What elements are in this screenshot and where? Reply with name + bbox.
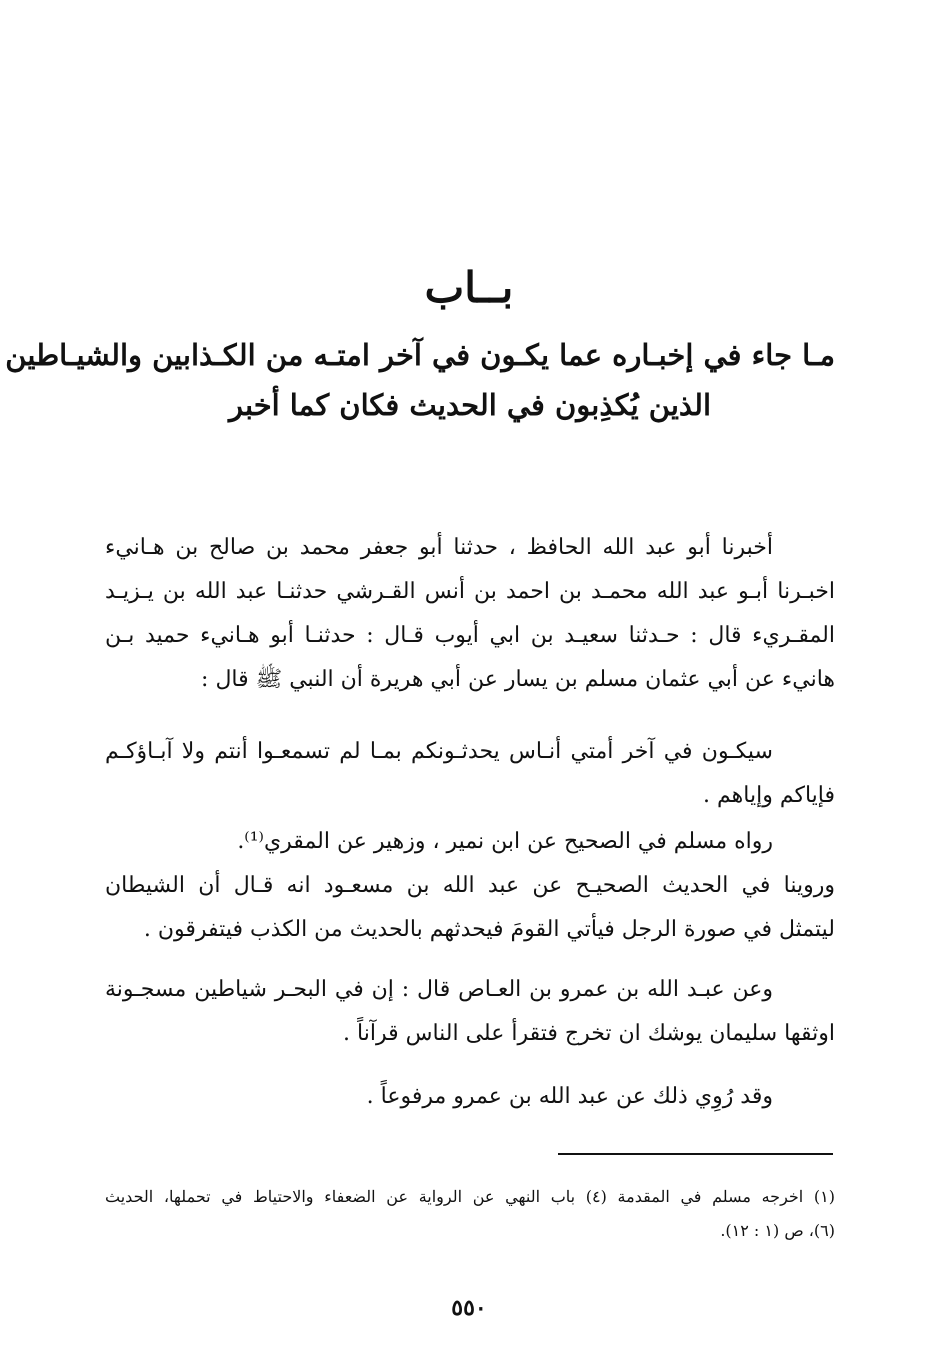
text-line: هانيء عن أبي عثمان مسلم بن يسار عن أبي هريرة أن النبي ﷺ قال : (201, 667, 835, 692)
text-line: سيكـون في آخر أمتي أنـاس يحدثـونكم بمـا لم تسمعـوا أنتم ولا آبـاؤكـم (105, 739, 773, 764)
chapter-label: بــاب (424, 263, 514, 312)
footnote-divider (558, 1153, 833, 1155)
paragraph-hadith (105, 730, 835, 818)
footnotes (105, 1180, 835, 1248)
footnote-line: (١) اخرجه مسلم في المقدمة (٤) باب النهي عن الرواية عن الضعفاء والاحتياط في تحملها، الحديث (105, 1187, 836, 1206)
text-line: المقـريء قال : حـدثنا سعيـد بن ابي أيوب قـال : حدثنـا أبو هـانيء حميد بـن (105, 623, 835, 648)
text-line: وقد رُوِي ذلك عن عبد الله بن عمرو مرفوعاً . (366, 1084, 773, 1109)
footnote-line: (٦)، ص (١ : ١٢). (720, 1221, 835, 1240)
page-number: ٥٥٠ (451, 1295, 487, 1321)
text-line: أخبرنا أبو عبد الله الحافظ ، حدثنا أبو جعفر محمد بن صالح بن هـانيء (105, 535, 773, 560)
text-line: وروينا في الحديث الصحيـح عن عبد الله بن مسعـود انه قـال أن الشيطان (105, 873, 835, 898)
text-line: ليتمثل في صورة الرجل فيأتي القومَ فيحدثهم بالحديث من الكذب فيتفرقون . (143, 917, 835, 942)
chapter-title-line: الذين يُكذِبون في الحديث فكان كما أخبر (228, 388, 712, 422)
text-line: اوثقها سليمان يوشك ان تخرج فتقرأ على الناس قرآناً . (343, 1021, 835, 1046)
paragraph-amr (105, 968, 835, 1056)
text-line: اخبـرنا أبـو عبد الله محمـد بن احمد بن أنس القـرشي حدثنـا عبد الله بن يـزيـد (105, 579, 835, 604)
chapter-title (5, 330, 835, 430)
text-line: فإياكم وإياهم . (703, 783, 835, 808)
paragraph-narration (105, 820, 835, 952)
text-line: وعن عبـد الله بن عمرو بن العـاص قال : إن في البحـر شياطين مسجـونة (105, 977, 773, 1002)
chapter-title-line: مـا جاء في إخبـاره عما يكـون في آخر امتـه من الكـذابين والشيـاطين (5, 338, 835, 372)
paragraph-marfu (105, 1075, 835, 1119)
text-line: رواه مسلم في الصحيح عن ابن نمير ، وزهير عن المقري⁽¹⁾. (237, 829, 773, 854)
paragraph-isnad (105, 526, 835, 702)
